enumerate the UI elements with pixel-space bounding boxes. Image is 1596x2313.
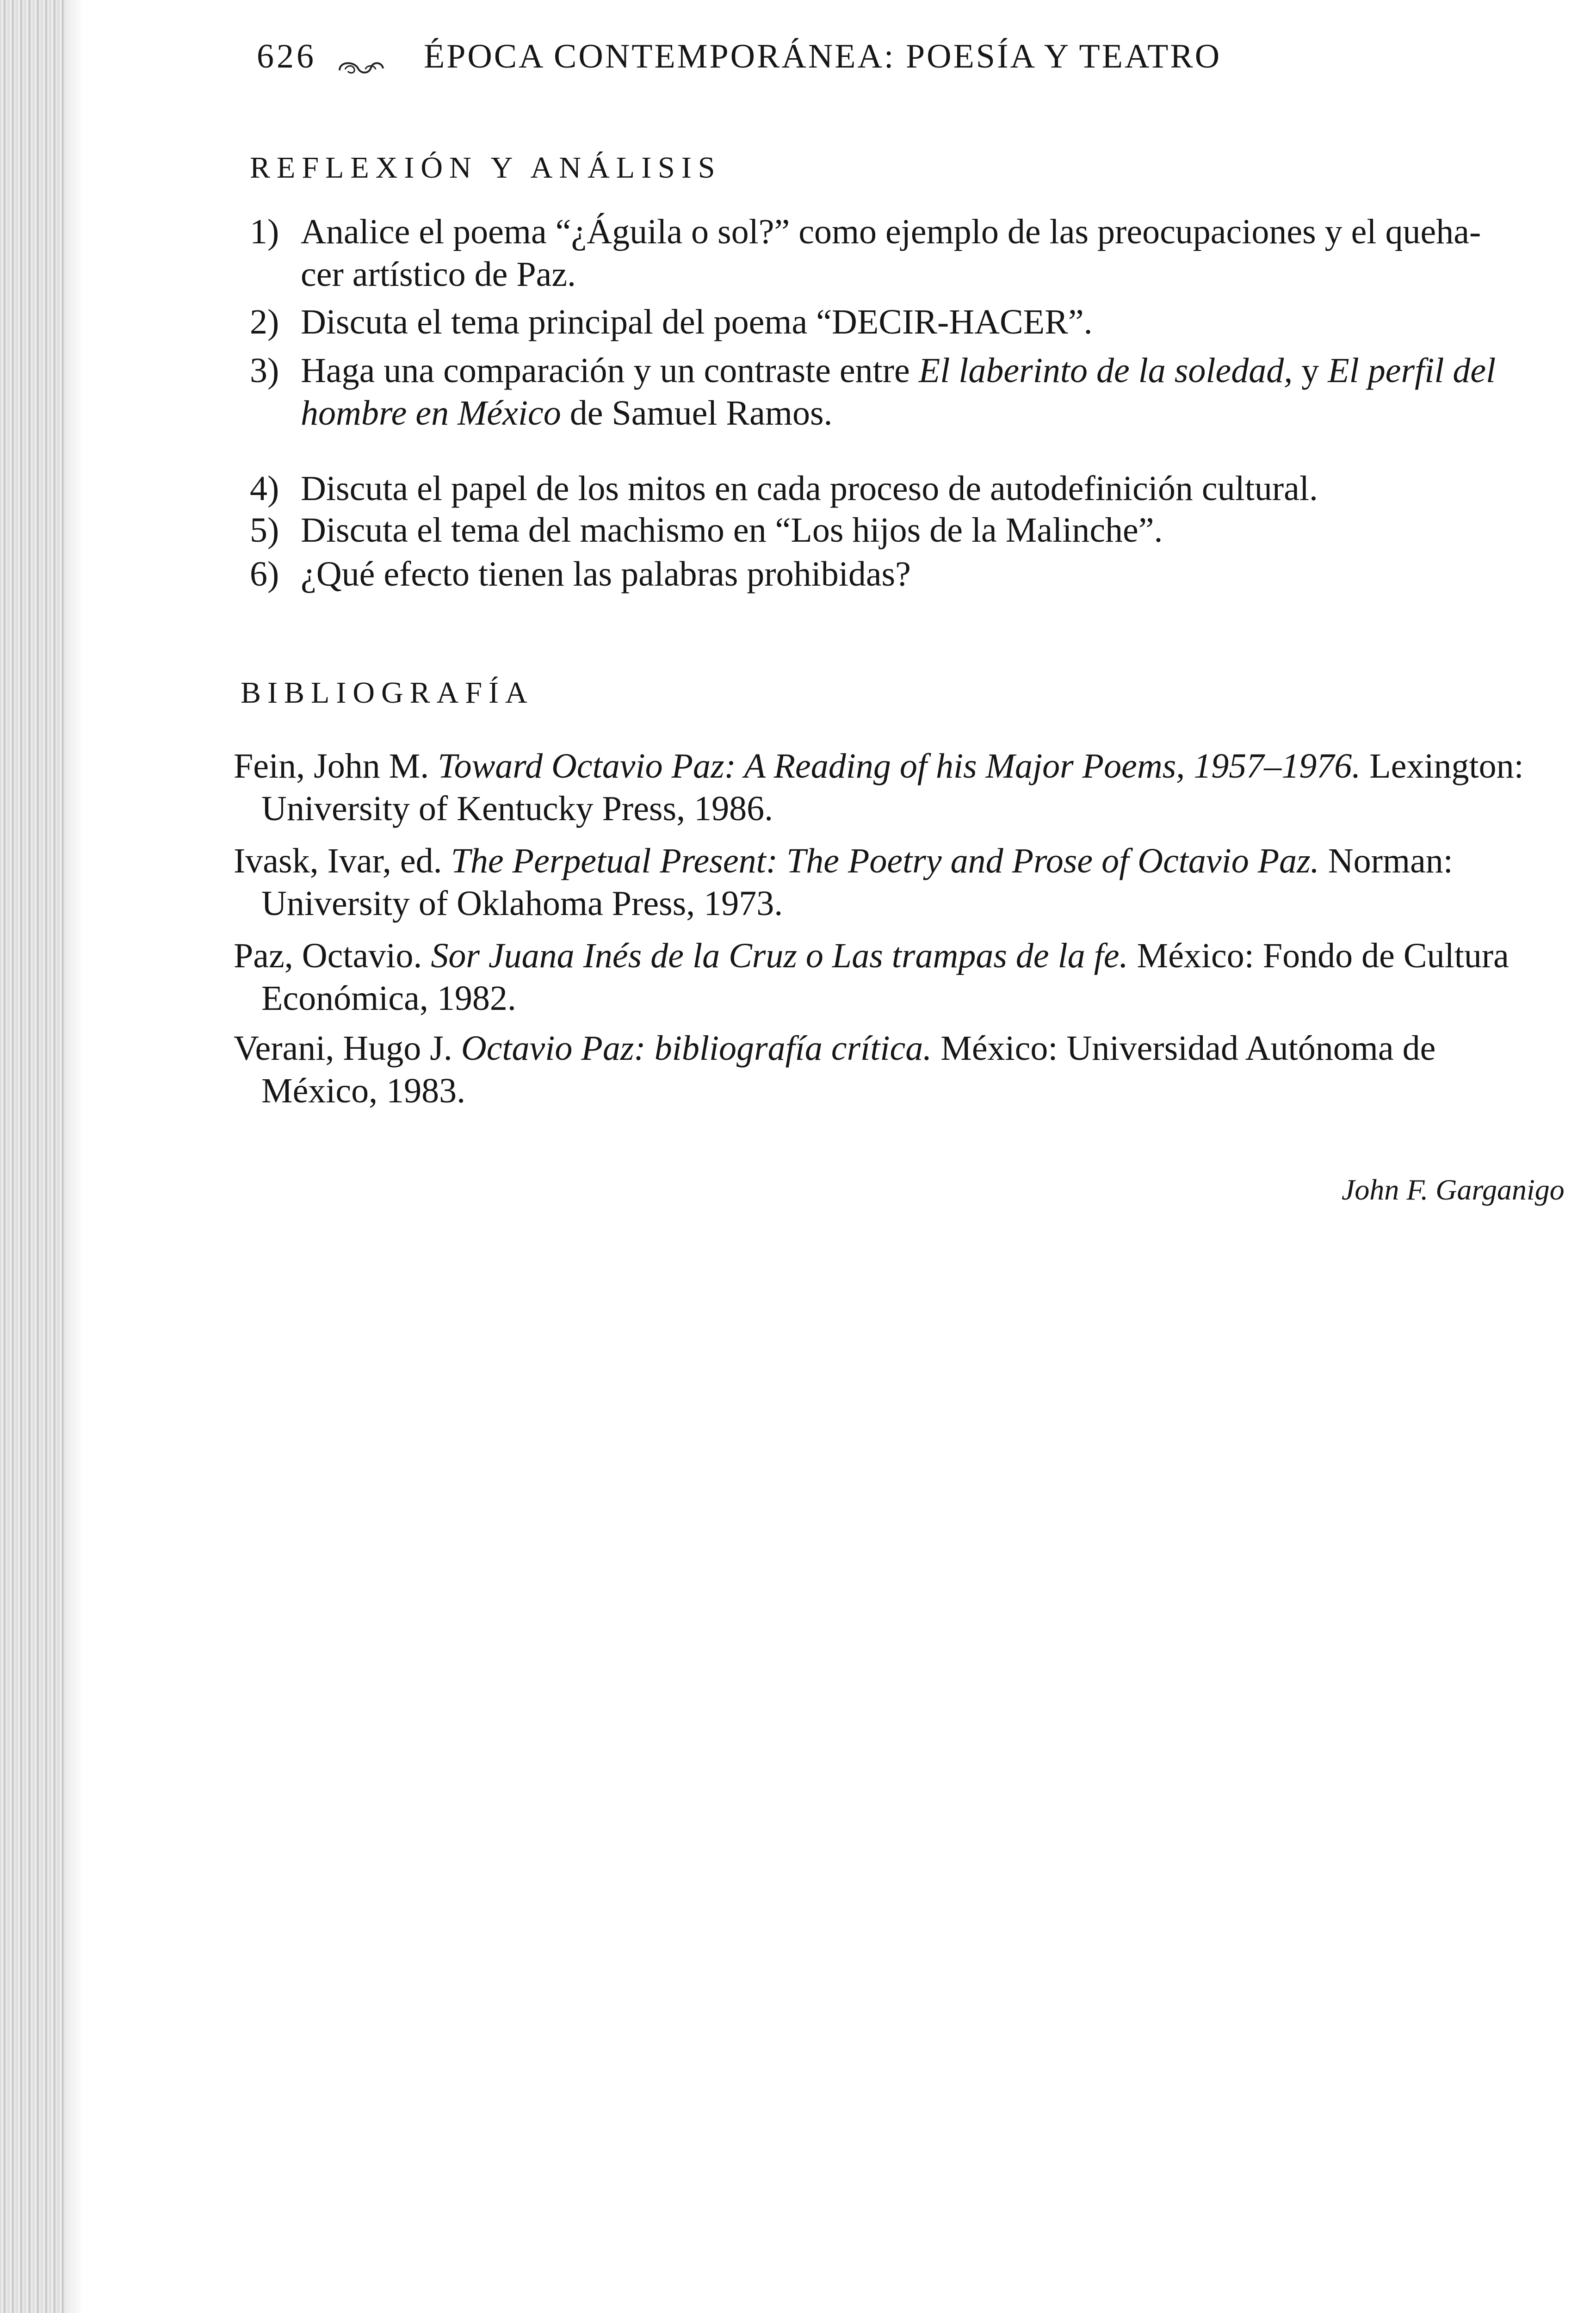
book-binding-edge: [0, 0, 65, 2313]
entry-publisher: Lexington:: [1361, 747, 1524, 785]
question-item: [250, 553, 911, 595]
bibliography-entry: [234, 745, 1524, 830]
bibliography-entry: [234, 840, 1453, 925]
question-number: 1): [250, 212, 279, 251]
question-item: [250, 467, 1318, 510]
question-item: [250, 509, 1163, 551]
entry-title: Octavio Paz: bibliografía crítica.: [461, 1029, 932, 1068]
entry-publisher: México: Fondo de Cultura: [1128, 936, 1509, 975]
question-text: Haga una comparación y un contraste entre: [301, 351, 919, 390]
entry-publisher: Norman:: [1319, 841, 1453, 880]
entry-author: Fein, John M.: [234, 747, 438, 785]
entry-author: Verani, Hugo J.: [234, 1029, 461, 1068]
entry-author: Paz, Octavio.: [234, 936, 431, 975]
entry-title: The Perpetual Present: The Poetry and Prose of Octavio Paz.: [451, 841, 1319, 880]
author-signature: John F. Garganigo: [1342, 1173, 1565, 1206]
question-number: 2): [250, 303, 279, 341]
question-text: Analice el poema “¿Águila o sol?” como ejemplo de las preocupaciones y el queha-: [301, 212, 1481, 251]
bibliografia-heading: BIBLIOGRAFÍA: [241, 676, 534, 710]
entry-publisher: México: Universidad Autónoma de: [932, 1029, 1436, 1068]
book-title: El laberinto de la soledad,: [918, 351, 1293, 390]
entry-continuation: University of Oklahoma Press, 1973.: [261, 884, 783, 923]
question-text: Discuta el papel de los mitos en cada proceso de autodefinición cultural.: [301, 469, 1318, 508]
binding-shadow: [65, 0, 83, 2313]
question-text: Discuta el tema del machismo en “Los hijos de la Malinche”.: [301, 511, 1163, 550]
entry-continuation: Económica, 1982.: [261, 979, 516, 1018]
entry-title: Sor Juana Inés de la Cruz o Las trampas de la fe.: [431, 936, 1128, 975]
reflexion-heading: REFLEXIÓN Y ANÁLISIS: [250, 151, 722, 185]
running-title: ÉPOCA CONTEMPORÁNEA: POESÍA Y TEATRO: [424, 37, 1222, 75]
question-item: [250, 301, 1093, 343]
book-title: hombre en México: [301, 394, 561, 433]
question-text: de Samuel Ramos.: [561, 394, 833, 433]
question-text: Discuta el tema principal del poema “DECIR-HACER”.: [301, 303, 1093, 341]
question-text: ¿Qué efecto tienen las palabras prohibidas?: [301, 555, 911, 594]
question-number: 6): [250, 555, 279, 594]
question-number: 3): [250, 351, 279, 390]
question-text-continuation: cer artístico de Paz.: [301, 255, 576, 294]
bibliography-entry: [234, 934, 1509, 1020]
entry-author: Ivask, Ivar, ed.: [234, 841, 451, 880]
question-number: 5): [250, 511, 279, 550]
entry-title: Toward Octavio Paz: A Reading of his Major Poems, 1957–1976.: [438, 747, 1361, 785]
question-item: [250, 349, 1496, 434]
running-header: [257, 37, 1221, 76]
book-title: El perfil del: [1328, 351, 1496, 390]
page-number: 626: [257, 37, 316, 75]
question-text: y: [1293, 351, 1328, 390]
question-number: 4): [250, 469, 279, 508]
entry-continuation: México, 1983.: [261, 1071, 466, 1110]
bibliography-entry: [234, 1027, 1435, 1112]
ornament-icon: [336, 48, 387, 71]
entry-continuation: University of Kentucky Press, 1986.: [261, 789, 773, 828]
question-item: [250, 210, 1481, 296]
